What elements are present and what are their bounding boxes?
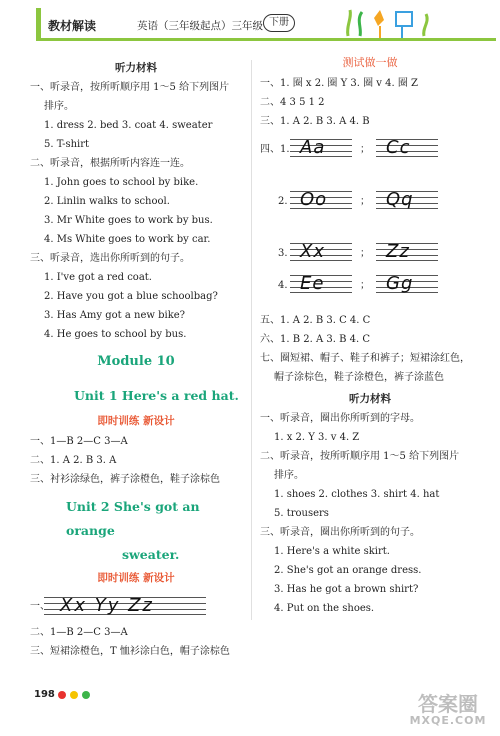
header-subject: 英语（三年级起点）三年级 (137, 20, 263, 32)
list-item: 2. Have you got a blue schoolbag? (44, 291, 218, 302)
list-item: 4. He goes to school by bus. (44, 329, 187, 340)
watermark-url: MXQE.COM (409, 714, 487, 727)
footer-dot-red (58, 691, 66, 699)
handwriting-text: Xx (300, 241, 325, 262)
writing-box (376, 187, 438, 213)
handwriting-label: 3. (278, 248, 288, 259)
list-item: 1. I've got a red coat. (44, 272, 152, 283)
quiz-answer-7: 七、圈短裙、帽子、鞋子和裤子；短裙涂红色， (260, 353, 470, 364)
quiz-answer-7-cont: 帽子涂棕色，鞋子涂橙色，裤子涂蓝色 (274, 372, 444, 383)
handwriting-row: 四、1. Aa ； Cc (260, 133, 480, 163)
unit-1-answer-2: 二、1. A 2. B 3. A (30, 455, 117, 466)
quiz-answer-6: 六、1. B 2. A 3. B 4. C (260, 334, 370, 345)
writing-box (290, 135, 352, 161)
listening-title-right: 听力材料 (349, 393, 391, 405)
listening-1-items: 1. x 2. Y 3. v 4. Z (274, 432, 360, 443)
header-accent-mark (36, 8, 41, 38)
unit-2-answer-2: 二、1—B 2—C 3—A (30, 627, 128, 638)
handwriting-text: Gg (386, 273, 414, 294)
listening-1: 一、听录音，圈出你所听到的字母。 (260, 413, 420, 424)
writing-box (376, 271, 438, 297)
question-1-items-2: 5. T-shirt (44, 139, 90, 150)
list-item: 4. Put on the shoes. (274, 603, 375, 614)
listening-title: 听力材料 (115, 62, 157, 74)
list-item: 2. Linlin walks to school. (44, 196, 170, 207)
quiz-answer-1: 一、1. 圈 x 2. 圈 Y 3. 圈 v 4. 圈 Z (260, 78, 418, 89)
handwriting-row: 4. Ee ； Gg (260, 269, 480, 299)
header-title: 教材解读 (48, 19, 97, 33)
listening-2-items: 1. shoes 2. clothes 3. shirt 4. hat (274, 489, 440, 500)
question-1: 一、听录音，按所听顺序用 1～5 给下列图片 (30, 82, 230, 93)
handwriting-text: Zz (386, 241, 410, 262)
watermark (398, 694, 498, 734)
question-1-items: 1. dress 2. bed 3. coat 4. sweater (44, 120, 213, 131)
writing-box (376, 135, 438, 161)
list-item: 1. Here's a white skirt. (274, 546, 390, 557)
handwriting-label: 一、 (30, 601, 50, 612)
module-title: Module 10 (97, 354, 175, 369)
unit-1-answer-1: 一、1—B 2—C 3—A (30, 436, 128, 447)
writing-box (290, 239, 352, 265)
listening-2-items-2: 5. trousers (274, 508, 329, 519)
handwriting-label: 四、1. (260, 144, 290, 155)
header-decoration-icon (340, 6, 440, 40)
writing-box (290, 187, 352, 213)
handwriting-text: Ee (300, 273, 325, 294)
list-item: 2. She's got an orange dress. (274, 565, 422, 576)
handwriting-text: Xx Yy Zz (60, 595, 154, 616)
writing-box (290, 271, 352, 297)
unit-1-answer-3: 三、衬衫涂绿色，裤子涂橙色，鞋子涂棕色 (30, 474, 220, 485)
listening-3: 三、听录音，圈出你所听到的句子。 (260, 527, 420, 538)
handwriting-row: 2. Oo ； Qq (260, 185, 480, 215)
handwriting-text: Oo (300, 189, 328, 210)
writing-box (376, 239, 438, 265)
handwriting-text: Aa (300, 137, 326, 158)
unit-2-answer-3: 三、短裙涂橙色，T 恤衫涂白色，帽子涂棕色 (30, 646, 230, 657)
list-item: 4. Ms White goes to work by car. (44, 234, 211, 245)
footer-dot-yellow (70, 691, 78, 699)
handwriting-label: 2. (278, 196, 288, 207)
header-rule (36, 38, 496, 41)
watermark-text: 答案圈 (418, 692, 478, 716)
handwriting-answer (30, 589, 242, 623)
list-item: 3. Has he got a brown shirt? (274, 584, 419, 595)
handwriting-text: Qq (386, 189, 414, 210)
page-header (0, 0, 500, 46)
listening-2-cont: 排序。 (274, 470, 304, 481)
quiz-answer-3: 三、1. A 2. B 3. A 4. B (260, 116, 370, 127)
right-column (260, 52, 480, 618)
quiz-answer-5: 五、1. A 2. B 3. C 4. C (260, 315, 371, 326)
question-2: 二、听录音，根据所听内容连一连。 (30, 158, 190, 169)
question-3: 三、听录音，选出你所听到的句子。 (30, 253, 190, 264)
page-number: 198 (34, 689, 55, 700)
practice-title-1: 即时训练 新设计 (97, 415, 175, 427)
quiz-title: 测试做一做 (342, 56, 398, 69)
term-badge: 下册 (263, 14, 295, 32)
handwriting-label: 4. (278, 280, 288, 291)
unit-2-title: Unit 2 She's got an orange (66, 499, 200, 538)
left-column (30, 58, 242, 661)
unit-2-title-cont: sweater. (122, 547, 180, 562)
listening-2: 二、听录音，按所听顺序用 1～5 给下列图片 (260, 451, 460, 462)
practice-title-2: 即时训练 新设计 (97, 572, 175, 584)
footer-dot-green (82, 691, 90, 699)
column-divider (251, 60, 252, 620)
handwriting-text: Cc (386, 137, 411, 158)
list-item: 3. Mr White goes to work by bus. (44, 215, 213, 226)
handwriting-row: 3. Xx ； Zz (260, 237, 480, 267)
unit-1-title: Unit 1 Here's a red hat. (74, 388, 239, 403)
quiz-answer-2: 二、4 3 5 1 2 (260, 97, 325, 108)
list-item: 3. Has Amy got a new bike? (44, 310, 186, 321)
question-1-cont: 排序。 (44, 101, 74, 112)
list-item: 1. John goes to school by bike. (44, 177, 199, 188)
